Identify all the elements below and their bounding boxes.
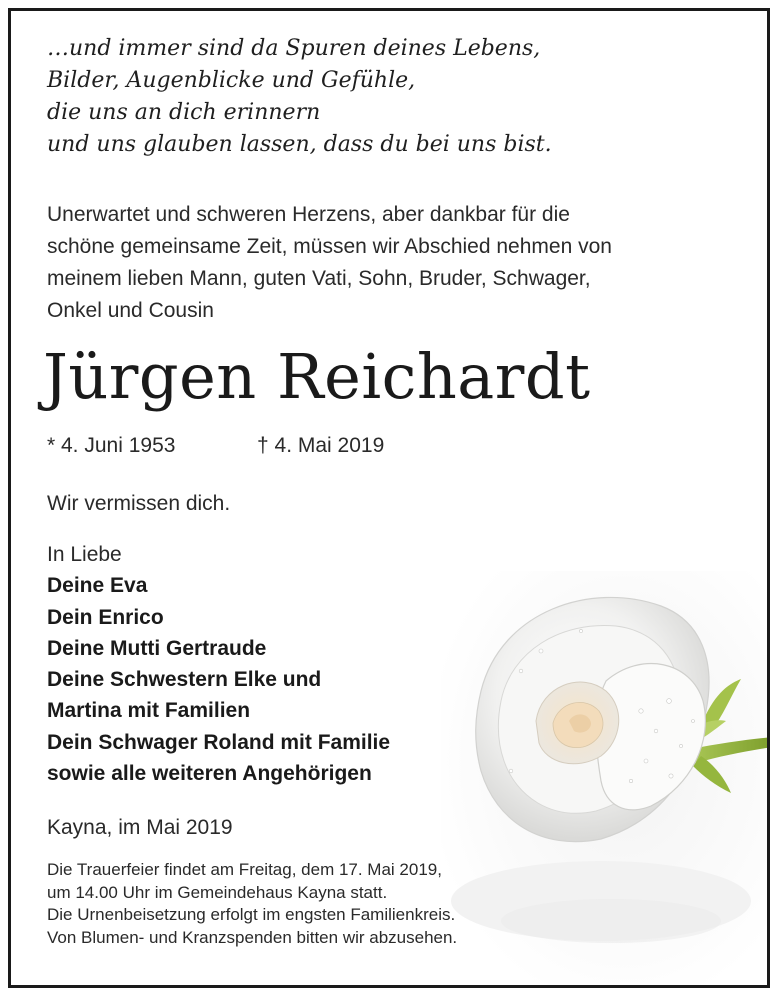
mourner: Martina mit Familien	[47, 699, 251, 723]
mourner: sowie alle weiteren Angehörigen	[47, 762, 372, 786]
poem-line: die uns an dich erinnern	[47, 100, 321, 125]
mourner: Deine Schwestern Elke und	[47, 668, 322, 692]
death-date: † 4. Mai 2019	[257, 434, 385, 457]
mourner: Dein Schwager Roland mit Familie	[47, 730, 391, 754]
miss-text: Wir vermissen dich.	[47, 492, 231, 515]
intro-line: Unerwartet und schweren Herzens, aber dankbar für die	[47, 203, 570, 226]
poem-line: …und immer sind da Spuren deines Lebens,	[47, 36, 541, 61]
mourner: Dein Enrico	[47, 605, 164, 629]
white-rose-image	[441, 571, 770, 988]
notice-line: Von Blumen- und Kranzspenden bitten wir abzusehen.	[47, 927, 458, 947]
birth-date: * 4. Juni 1953	[47, 434, 176, 457]
notice-line: Die Urnenbeisetzung erfolgt im engsten Familienkreis.	[47, 905, 456, 924]
mourner: Deine Eva	[47, 574, 148, 598]
place-date: Kayna, im Mai 2019	[47, 816, 233, 839]
mourner: Deine Mutti Gertraude	[47, 636, 267, 660]
funeral-notice	[47, 859, 457, 949]
poem-line: und uns glauben lassen, dass du bei uns bist.	[47, 132, 552, 157]
intro-line: meinem lieben Mann, guten Vati, Sohn, Bruder, Schwager,	[47, 267, 591, 290]
poem-line: Bilder, Augenblicke und Gefühle,	[47, 68, 416, 93]
intro-line: schöne gemeinsame Zeit, müssen wir Abschied nehmen von	[47, 235, 612, 258]
deceased-name: Jürgen Reichardt	[43, 340, 591, 413]
poem	[47, 33, 552, 161]
mourners-list	[47, 539, 390, 789]
intro-text	[47, 199, 612, 327]
obituary-frame	[8, 8, 770, 988]
love-lead: In Liebe	[47, 543, 122, 566]
notice-line: um 14.00 Uhr im Gemeindehaus Kayna statt.	[47, 882, 388, 902]
life-dates	[47, 431, 385, 461]
intro-line: Onkel und Cousin	[47, 299, 214, 322]
notice-line: Die Trauerfeier findet am Freitag, dem 17. Mai 2019,	[47, 860, 442, 879]
